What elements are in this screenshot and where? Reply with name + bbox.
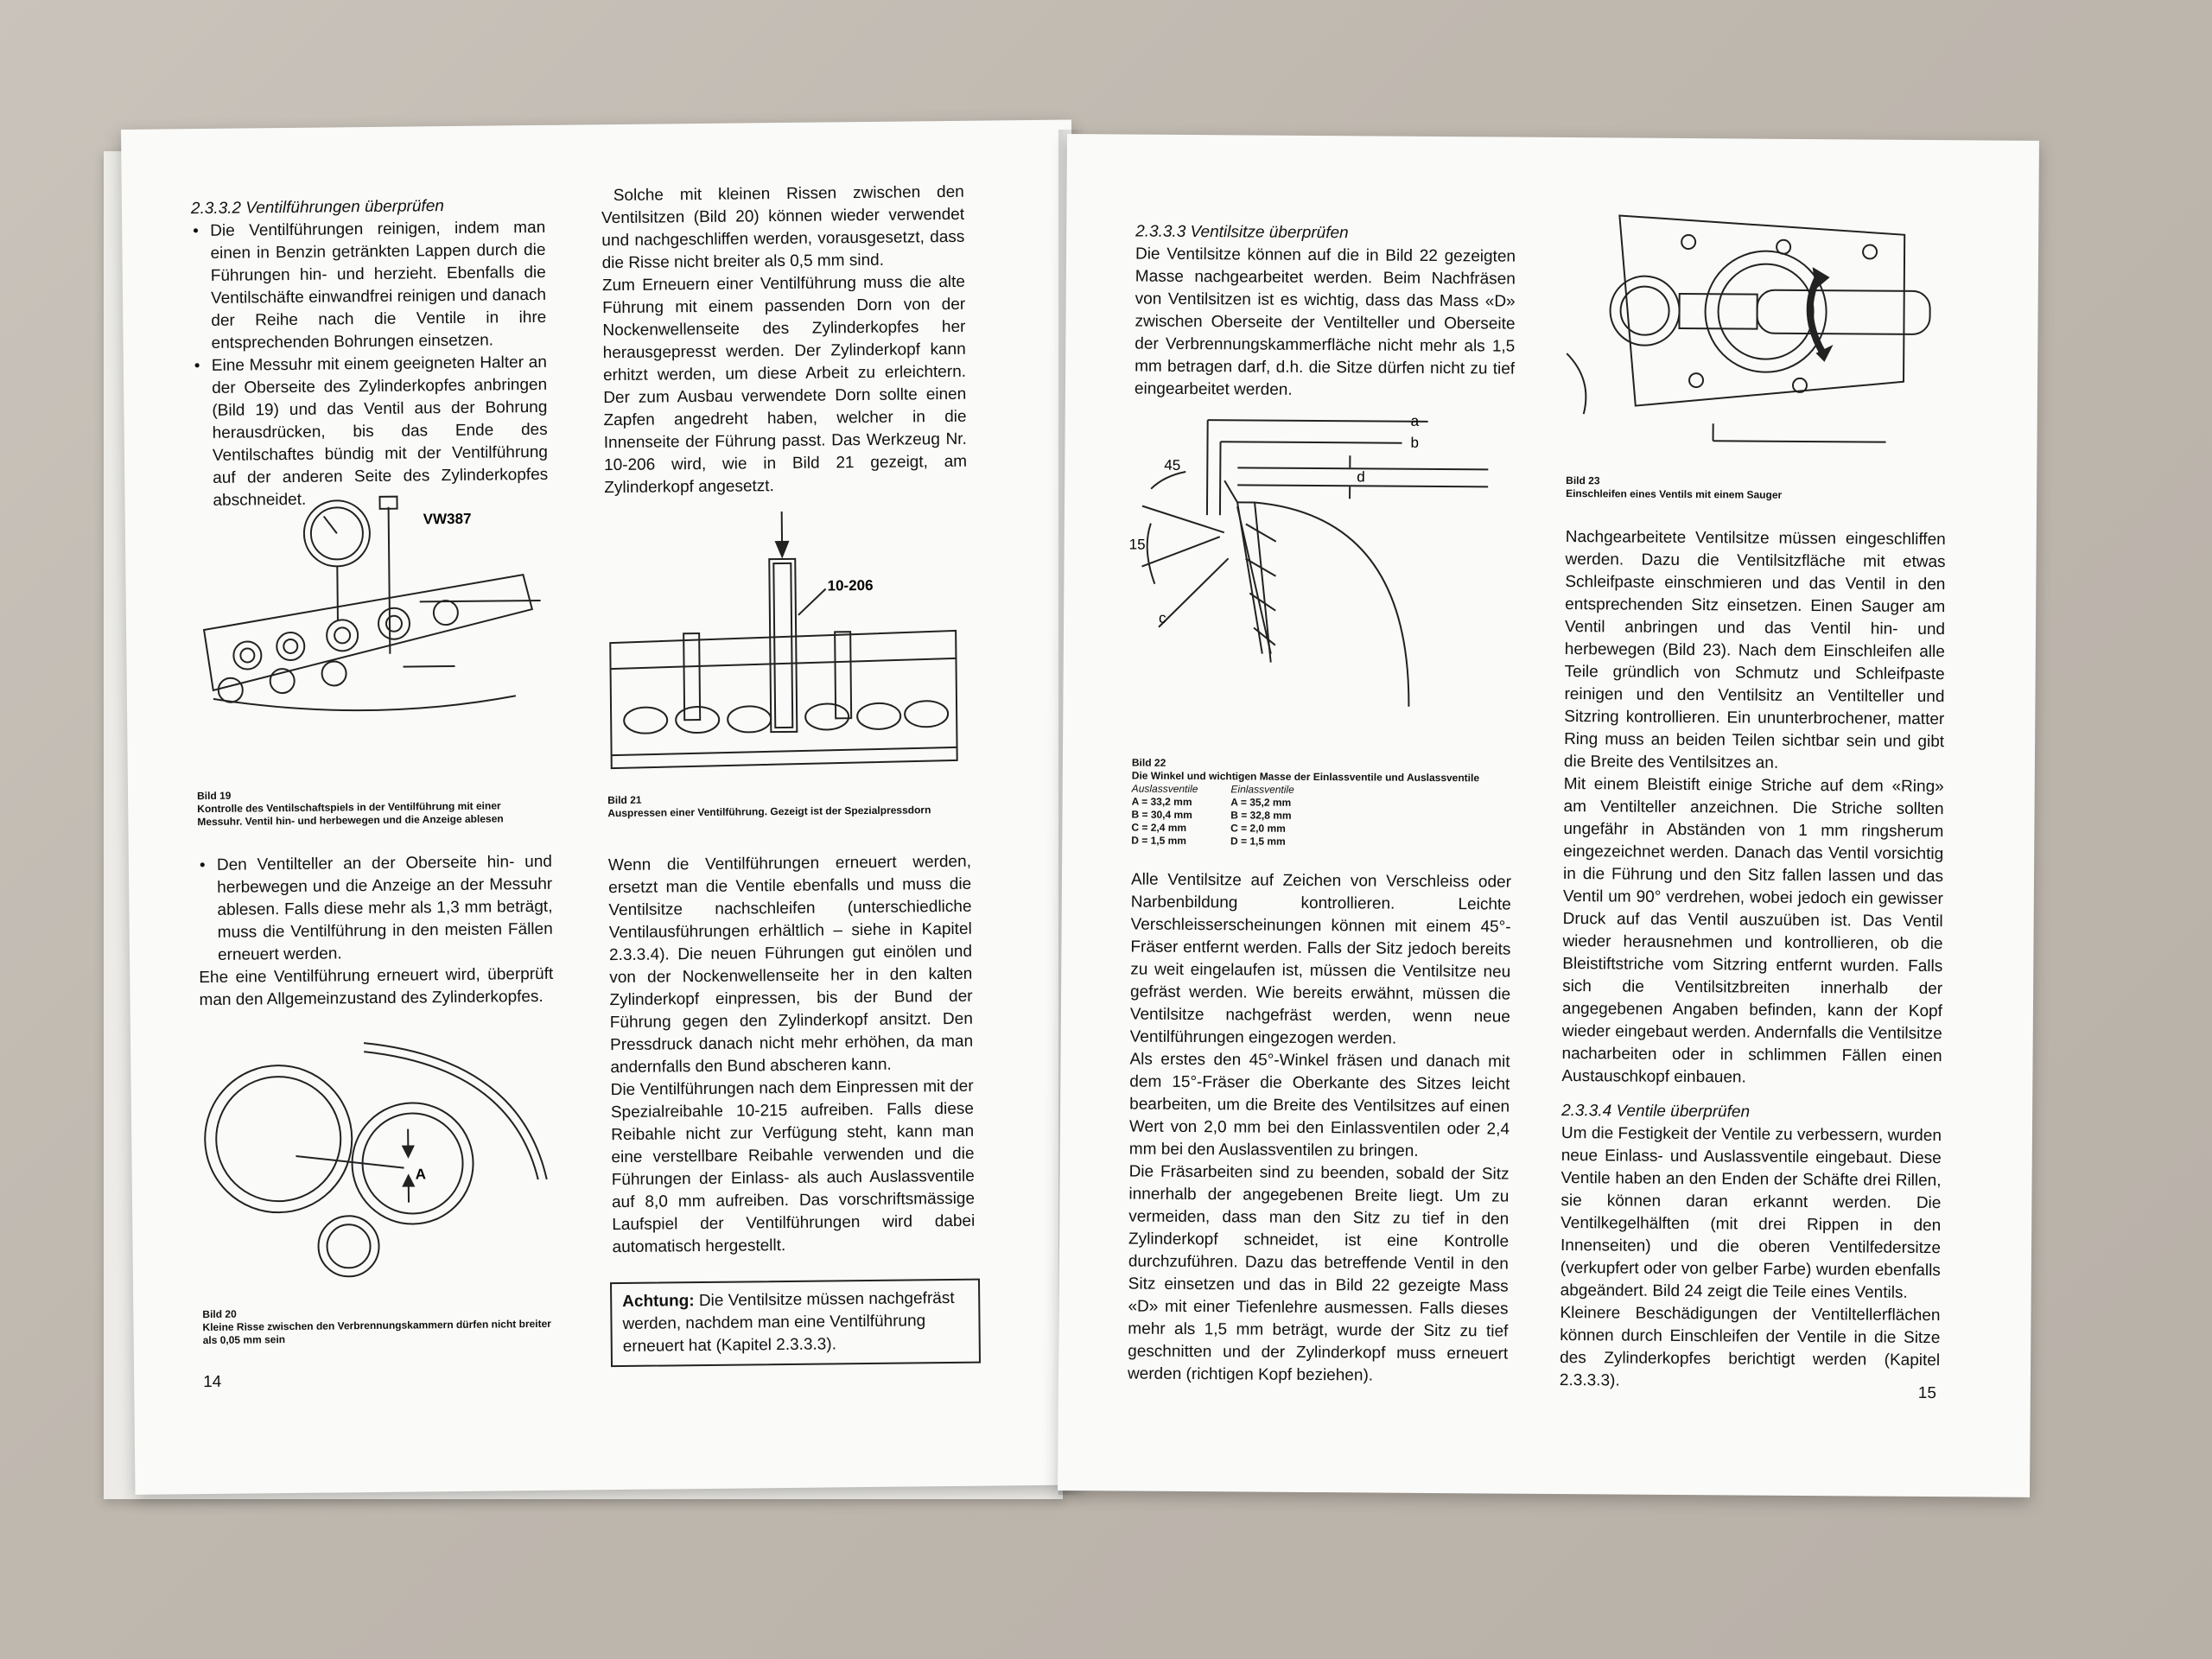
table-cell: A = 33,2 mm: [1131, 795, 1192, 809]
table-row: [1132, 796, 1327, 810]
label-c: c: [1159, 609, 1166, 626]
paragraph: Mit einem Bleistift einige Striche auf dem «Ring» am Ventilteller anzeichnen. Die Striche sollten ungefähr in Abständen von 1 mm ringsherum eingezeichnet werden. Danach das Ventil vorsichtig in die Führung und den Sitz fallen lassen und das Ventil um 90° verdrehen, wobei jedoch ein gewisser Druck auf das Ventil auszuüben ist. Das Ventil wieder herausnehmen und kontrollieren, ob die Bleistiftstriche vom Sitzring entfernt wurden. Falls sich die Ventilsitzbreiten innerhalb der angegebenen Angaben befinden, kann der Kopf wieder eingebaut werden. Andernfalls die Ventilsitze nacharbeiten oder in schlimmen Fällen einen Austauschkopf einbauen.: [1561, 775, 1944, 1087]
caption-text: Die Winkel und wichtigen Masse der Einlassventile und Auslassventile: [1131, 769, 1480, 785]
page-number: 15: [1917, 1383, 1937, 1403]
figure-23-caption: [1566, 474, 1946, 503]
table-cell: D = 1,5 mm: [1131, 834, 1187, 847]
figure-21-label: 10-206: [827, 576, 874, 594]
paragraph: Die Ventilführungen nach dem Einpressen mit der Spezialreibahle 10-215 aufreiben. Falls diese Reibahle nicht zur Verfügung steht, kann man eine verstellbare Reibahle verwenden und die Führungen der Einlass- als auch Auslassventile auf 8,0 mm aufreiben. Das vorschriftsmässige Laufspiel der Ventilführungen wird dabei automatisch hergestellt.: [610, 1077, 976, 1257]
section-heading: 2.3.3.4 Ventile überprüfen: [1561, 1102, 1751, 1122]
table-header: Auslassventile: [1131, 782, 1198, 796]
table-row: [1131, 835, 1326, 849]
figure-20-cracks: [191, 1024, 556, 1287]
label-d: d: [1357, 468, 1365, 486]
table-cell: B = 30,4 mm: [1131, 808, 1192, 822]
dial-gauge-icon: [304, 500, 371, 567]
figure-22-seat-diagram: [1123, 393, 1515, 759]
figure-20-caption: [202, 1305, 556, 1347]
left-column-1-lower: [198, 851, 554, 1012]
table-cell: A = 35,2 mm: [1230, 796, 1292, 809]
label-a: a: [1410, 412, 1420, 429]
paragraph: Die Ventilsitze können auf die in Bild 22 gezeigten Masse nachgearbeitet werden. Beim Nachfräsen von Ventilsitzen ist es wichtig, dass das Mass «D» zwischen Oberseite der Ventilteller und Oberseite der Verbrennungskammerfläche nicht mehr als 1,5 mm betragen darf, d.h. die Sitze dürfen nicht zu tief eingearbeitet werden.: [1134, 245, 1516, 399]
table-cell: C = 2,4 mm: [1131, 821, 1187, 834]
figure-number: Bild 23: [1566, 474, 1600, 487]
left-column-2: [601, 181, 968, 499]
figure-19-dial-gauge: [194, 480, 542, 751]
figure-19-caption: [197, 786, 517, 829]
caption-text: Einschleifen eines Ventils mit einem Sauger: [1566, 487, 1783, 501]
left-column-1: [191, 194, 549, 512]
paragraph: Kleinere Beschädigungen der Ventiltellerflächen können durch Einschleifen der Ventile in die Sitze des Zylinderkopfes berichtigt werden (Kapitel 2.3.3.3).: [1559, 1304, 1941, 1390]
figure-22-caption: [1131, 757, 1512, 850]
caption-text: Kontrolle des Ventilschaftspiels in der Ventilführung mit einer Messuhr. Ventil hin- und herbewegen und die Anzeige ablesen: [197, 799, 504, 829]
left-page: [121, 119, 1085, 1494]
table-cell: C = 2,0 mm: [1230, 822, 1286, 835]
table-cell: B = 32,8 mm: [1230, 809, 1292, 822]
measurements-table: [1131, 783, 1327, 849]
figure-number: Bild 20: [202, 1307, 237, 1321]
figure-21-caption: [607, 791, 970, 820]
right-column-1: [1135, 221, 1516, 404]
warning-text: Die Ventilsitze müssen nachgefräst werden, nachdem man eine Ventilführung erneuert hat (Kapitel 2.3.3.3).: [622, 1288, 955, 1356]
paragraph: Wenn die Ventilführungen erneuert werden, ersetzt man die Ventile ebenfalls und muss die Ventilsitze nachschleifen (unterschiedliche Ventilausführungen erhältlich – siehe in Kapitel 2.3.3.4). Die neuen Führungen gut einölen und von der Nockenwellenseite her in den kalten Zylinderkopf einpressen, bis der Bund der Führung gegen den Zylinderkopf ansitzt. Den Pressdruck danach nicht mehr erhöhen, da man andernfalls den Bund abscheren kann.: [607, 852, 974, 1077]
table-header: Einlassventile: [1230, 783, 1294, 796]
page-number: 14: [203, 1372, 222, 1392]
warning-label: Achtung:: [622, 1292, 695, 1311]
section-heading: 2.3.3.2 Ventilführungen überprüfen: [190, 197, 445, 219]
figure-21-press-tool: [601, 501, 966, 781]
figure-19-label: VW387: [423, 510, 472, 528]
paragraph: Ehe eine Ventilführung erneuert wird, überprüft man den Allgemeinzustand des Zylinderkopfes.: [199, 964, 554, 1010]
figure-20-label: A: [415, 1166, 427, 1183]
paragraph: Alle Ventilsitze auf Zeichen von Verschleiss oder Narbenbildung kontrollieren. Leichte Verschleisserscheinungen können mit einem 45°-Fräser entfernt werden. Falls der Sitz jedoch bereits zu weit eingelaufen ist, müssen die Ventilsitze neu gefräst werden. Wie bereits erwähnt, müssen die Ventilsitze nachgefräst werden, wenn neue Ventilführungen eingezogen werden.: [1129, 870, 1512, 1048]
right-column-2: [1560, 526, 1946, 1395]
table-cell: D = 1,5 mm: [1230, 835, 1286, 848]
bullet-paragraph: • Die Ventilführungen reinigen, indem man einen in Benzin getränkten Lappen durch die Führungen hin- und herzieht. Ebenfalls die Ventilschäfte einwandfrei reinigen und danach der Reihe nach die Ventile in ihre entsprechenden Bohrungen einsetzen.: [191, 217, 547, 355]
warning-box: [610, 1279, 981, 1367]
paragraph: Um die Festigkeit der Ventile zu verbessern, wurden neue Einlass- und Auslassventile eingebaut. Diese Ventile haben an den Enden der Schäfte drei Rillen, sie können daran erkannt werden. Die Ventilkegelhälften (mit drei Rippen in den Innenseiten) und die oberen Ventilfedersitze (verkupfert oder von gelber Farbe) wurden ebenfalls abgeändert. Bild 24 zeigt die Teile eines Ventils.: [1560, 1124, 1942, 1302]
label-angle-15: 15: [1128, 536, 1146, 553]
label-b: b: [1410, 434, 1420, 451]
paragraph: Nachgearbeitete Ventilsitze müssen eingeschliffen werden. Dazu die Ventilsitzfläche mit etwas Schleifpaste einschmieren und das Ventil in den entsprechenden Sitz einsetzen. Einen Sauger am Ventil anbringen und das Ventil hin- und herbewegen (Bild 23). Nach dem Einschleifen alle Teile gründlich von Schmutz und Schleifpaste reinigen und den Ventilsitz an Ventilteller und Sitzring kontrollieren. Ein ununterbrochener, matter Ring muss an beiden Teilen sichtbar sein und gibt die Breite des Ventilsitzes an.: [1563, 528, 1946, 772]
bullet-paragraph: • Eine Messuhr mit einem geeigneten Halter an der Oberseite des Zylinderkopfes anbringen (Bild 19) und das Ventil aus der Bohrung herausdrücken, bis das Ende des Ventilschaftes bündig mit der Ventilführung auf der anderen Seite des Zylinderkopfes abschneidet.: [193, 352, 549, 512]
caption-text: Auspressen einer Ventilführung. Gezeigt ist der Spezialpressdorn: [607, 804, 931, 820]
right-column-1-lower: [1128, 869, 1511, 1389]
paragraph: Zum Erneuern einer Ventilführung muss die alte Führung mit einem passenden Dorn von der Nockenwellenseite des Zylinderkopfes her herausgepresst werden. Der Zylinderkopf kann erhitzt werden, um diese Arbeit zu erleichtern. Der zum Ausbau verwendete Dorn sollte einen Zapfen angedreht haben, welcher in die Innenseite der Führung passt. Das Werkzeug Nr. 10-206 wird, wie in Bild 21 gezeigt, am Zylinderkopf angesetzt.: [601, 272, 968, 498]
figure-number: Bild 21: [607, 793, 642, 807]
bullet-paragraph: • Den Ventilteller an der Oberseite hin- und herbewegen und die Anzeige an der Messuhr ablesen. Falls diese mehr als 1,3 mm beträgt, muss die Ventilführung in den meisten Fällen erneuert werden.: [198, 851, 553, 967]
table-row: [1131, 822, 1326, 836]
section-heading: 2.3.3.3 Ventilsitze überprüfen: [1135, 222, 1349, 243]
figure-23-lapping: [1557, 207, 1948, 468]
paragraph: Solche mit kleinen Rissen zwischen den Ventilsitzen (Bild 20) können wieder verwendet und nachgeschliffen werden, vorausgesetzt, dass die Risse nicht breiter als 0,5 mm sind.: [601, 182, 965, 273]
paragraph: Als erstes den 45°-Winkel fräsen und danach mit dem 15°-Fräser die Oberkante des Sitzes leicht bearbeiten, um die Breite des Ventilsitzes auf einen Wert von 2,0 mm bei den Einlassventilen oder 2,4 mm bei den Auslassventilen zu bringen.: [1128, 1050, 1510, 1160]
figure-number: Bild 22: [1131, 756, 1166, 769]
right-page: [1058, 134, 2039, 1497]
label-angle-45: 45: [1164, 456, 1181, 474]
paragraph: Die Fräsarbeiten sind zu beenden, sobald der Sitz innerhalb der angegebenen Breite liegt. Um zu vermeiden, dass man den Sitz zu tief in den Zylinderkopf schneidet, ist eine Kontrolle durchzuführen. Dazu das betreffende Ventil in den Sitz einsetzen und das in Bild 22 gezeigte Mass «D» mit einer Tiefenlehre ausmessen. Falls dieses mehr als 1,5 mm beträgt, wurde der Sitz zu tief geschnitten und der Zylinderkopf muss erneuert werden (richtigen Kopf beziehen).: [1127, 1162, 1510, 1385]
table-row: [1131, 809, 1326, 823]
left-column-2-lower: [608, 851, 976, 1259]
figure-number: Bild 19: [197, 789, 232, 803]
caption-text: Kleine Risse zwischen den Verbrennungskammern dürfen nicht breiter als 0,05 mm sein: [202, 1317, 552, 1347]
